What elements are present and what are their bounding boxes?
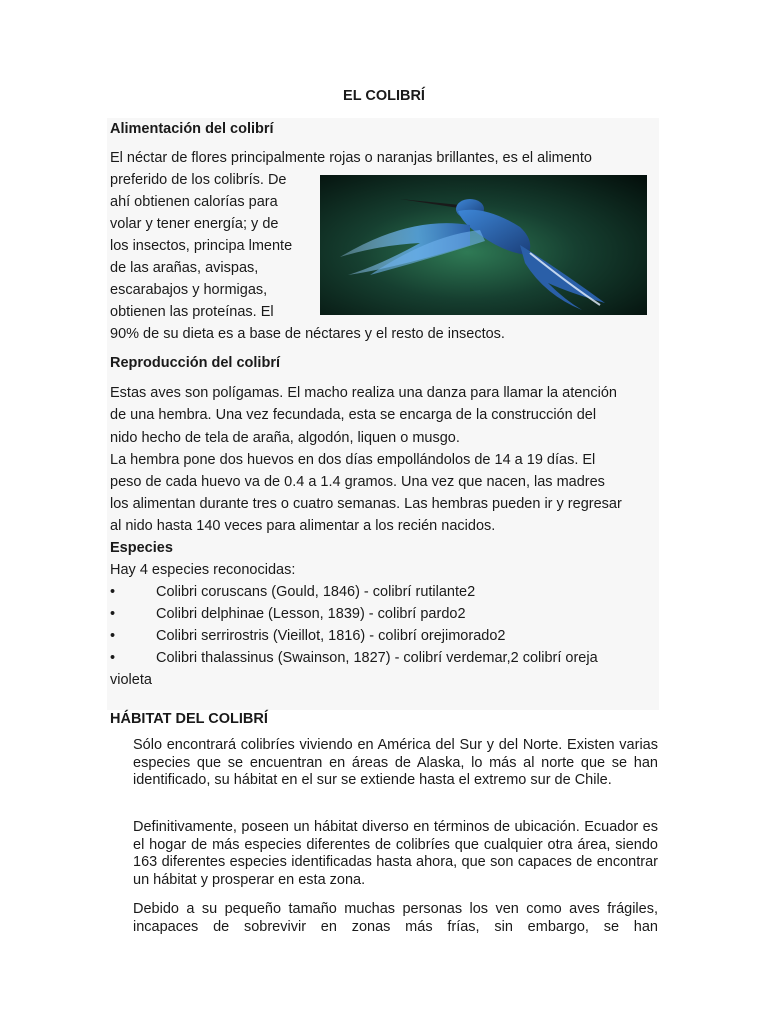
species-name: Colibri delphinae (Lesson, 1839) - colibrí pardo2 [156,606,466,622]
species-name: Colibri coruscans (Gould, 1846) - colibrí rutilante2 [156,584,476,600]
heading-reproduccion: Reproducción del colibrí [110,355,280,371]
bullet: • [110,584,116,600]
species-name: Colibri serrirostris (Vieillot, 1816) - colibrí orejimorado2 [156,628,506,644]
habitat-paragraph: Debido a su pequeño tamaño muchas personas los ven como aves frágiles, incapaces de sobrevivir en zonas más frías, sin embargo, se han [133,901,658,935]
alimentacion-line: 90% de su dieta es a base de néctares y el resto de insectos. [110,326,505,342]
reproduccion-line: los alimentan durante tres o cuatro semanas. Las hembras pueden ir y regresar [110,496,622,512]
alimentacion-line: escarabajos y hormigas, [110,282,268,298]
especies-intro: Hay 4 especies reconocidas: [110,562,296,578]
heading-habitat: HÁBITAT DEL COLIBRÍ [110,711,268,727]
hummingbird-photo [320,175,647,315]
reproduccion-line: La hembra pone dos huevos en dos días empollándolos de 14 a 19 días. El [110,452,596,468]
bullet: • [110,650,116,666]
alimentacion-line: los insectos, principa lmente [110,238,293,254]
alimentacion-line: volar y tener energía; y de [110,216,279,232]
bullet: • [110,628,116,644]
page-title: EL COLIBRÍ [343,88,425,104]
alimentacion-line: ahí obtienen calorías para [110,194,278,210]
alimentacion-line: preferido de los colibrís. De [110,172,287,188]
reproduccion-line: nido hecho de tela de araña, algodón, liquen o musgo. [110,430,460,446]
habitat-paragraph: Sólo encontrará colibríes viviendo en América del Sur y del Norte. Existen varias especies que se encuentran en áreas de Alaska, lo más al norte que se han identificado, su hábitat en el sur se extiende hasta el extremo sur de Chile. [133,737,658,788]
reproduccion-line: de una hembra. Una vez fecundada, esta se encarga de la construcción del [110,407,597,423]
heading-alimentacion: Alimentación del colibrí [110,121,274,137]
reproduccion-line: Estas aves son polígamas. El macho realiza una danza para llamar la atención [110,385,617,401]
alimentacion-line: obtienen las proteínas. El [110,304,274,320]
bullet: • [110,606,116,622]
species-wrap: violeta [110,672,152,688]
habitat-paragraph: Definitivamente, poseen un hábitat diverso en términos de ubicación. Ecuador es el hogar de más especies diferentes de colibríes que cualquier otra área, siendo 163 diferentes especies identificadas hasta ahora, que son capaces de encontrar un hábitat y prosperar en esta zona. [133,819,658,888]
reproduccion-line: peso de cada huevo va de 0.4 a 1.4 gramos. Una vez que nacen, las madres [110,474,605,490]
heading-especies: Especies [110,540,173,556]
species-name: Colibri thalassinus (Swainson, 1827) - colibrí verdemar,2 colibrí oreja [156,650,598,666]
alimentacion-line: El néctar de flores principalmente rojas o naranjas brillantes, es el alimento [110,150,592,166]
reproduccion-line: al nido hasta 140 veces para alimentar a los recién nacidos. [110,518,496,534]
alimentacion-line: de las arañas, avispas, [110,260,259,276]
